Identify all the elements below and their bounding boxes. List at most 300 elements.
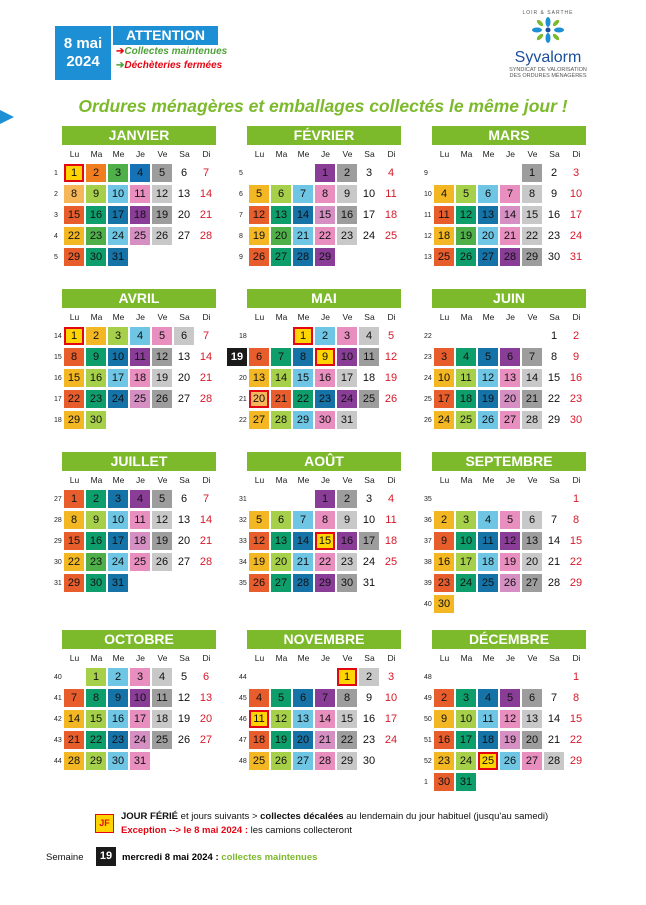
weekday-header: Je <box>321 312 330 322</box>
day-cell: 14 <box>271 369 291 387</box>
weekday-header: Sa <box>179 312 190 322</box>
week-number: 9 <box>424 170 428 177</box>
day-cell: 19 <box>456 227 476 245</box>
day-cell: 4 <box>359 327 379 345</box>
day-cell: 7 <box>500 185 520 203</box>
weekday-header: Di <box>202 149 211 159</box>
day-cell: 24 <box>569 230 583 242</box>
day-cell: 25 <box>130 390 150 408</box>
weekday-header: Me <box>112 312 125 322</box>
day-cell: 13 <box>522 710 542 728</box>
week-note <box>122 852 317 863</box>
day-cell: 3 <box>108 327 128 345</box>
day-cell: 17 <box>434 390 454 408</box>
day-cell: 19 <box>271 731 291 749</box>
day-cell: 26 <box>271 752 291 770</box>
day-cell: 9 <box>86 511 106 529</box>
weekday-header: Je <box>506 149 515 159</box>
day-cell: 12 <box>152 185 172 203</box>
weekday-header: Me <box>482 312 495 322</box>
weekday-header: Di <box>202 312 211 322</box>
weekday-header: Lu <box>439 149 450 159</box>
day-cell: 23 <box>569 393 583 405</box>
date-badge-year: 2024 <box>66 53 100 70</box>
day-cell: 22 <box>64 553 84 571</box>
week-number: 10 <box>424 191 432 198</box>
weekday-header: Sa <box>364 475 375 485</box>
day-cell: 2 <box>337 490 357 508</box>
weekday-header: Me <box>482 653 495 663</box>
day-cell: 29 <box>293 411 313 429</box>
day-cell: 26 <box>249 574 269 592</box>
day-cell: 13 <box>177 514 191 526</box>
day-cell: 23 <box>434 752 454 770</box>
month-title: MARS <box>432 126 586 145</box>
day-cell: 6 <box>478 185 498 203</box>
day-cell: 21 <box>199 535 213 547</box>
weekday-header: Lu <box>439 312 450 322</box>
day-cell: 9 <box>572 351 580 363</box>
weekday-header: Ma <box>460 149 473 159</box>
day-cell: 9 <box>550 188 558 200</box>
day-cell: 22 <box>337 731 357 749</box>
day-cell: 20 <box>271 227 291 245</box>
day-cell: 5 <box>152 490 172 508</box>
day-cell: 2 <box>86 164 106 182</box>
day-cell: 15 <box>337 710 357 728</box>
day-cell: 29 <box>547 414 561 426</box>
day-cell: 24 <box>108 553 128 571</box>
weekday-header: Ma <box>460 653 473 663</box>
day-cell: 7 <box>271 348 291 366</box>
day-cell: 29 <box>64 248 84 266</box>
day-cell: 9 <box>108 689 128 707</box>
weekday-header: Ma <box>90 312 103 322</box>
day-cell: 29 <box>315 574 335 592</box>
weekday-header: Je <box>506 312 515 322</box>
day-cell: 13 <box>177 351 191 363</box>
day-cell: 10 <box>362 514 376 526</box>
day-cell: 20 <box>500 390 520 408</box>
day-cell: 10 <box>569 188 583 200</box>
day-cell: 21 <box>271 390 291 408</box>
day-cell: 18 <box>456 390 476 408</box>
day-cell: 7 <box>315 689 335 707</box>
day-cell: 8 <box>572 692 580 704</box>
weekday-header: Ve <box>342 475 353 485</box>
day-cell: 13 <box>271 532 291 550</box>
day-cell: 13 <box>249 369 269 387</box>
day-cell: 12 <box>152 511 172 529</box>
week-number: 31 <box>239 496 247 503</box>
weekday-header: Lu <box>254 475 265 485</box>
day-cell: 16 <box>337 206 357 224</box>
day-cell: 6 <box>249 348 269 366</box>
day-cell: 12 <box>456 206 476 224</box>
weekday-header: Sa <box>549 312 560 322</box>
day-cell: 27 <box>271 574 291 592</box>
day-cell: 29 <box>86 752 106 770</box>
weekday-header: Di <box>387 653 396 663</box>
day-cell: 1 <box>293 327 313 345</box>
day-cell: 29 <box>337 752 357 770</box>
day-cell: 8 <box>315 511 335 529</box>
day-cell: 18 <box>362 372 376 384</box>
day-cell: 18 <box>478 731 498 749</box>
day-cell: 4 <box>152 668 172 686</box>
day-cell: 8 <box>64 185 84 203</box>
month-title: AOÛT <box>247 452 401 471</box>
day-cell: 23 <box>337 227 357 245</box>
day-cell: 15 <box>547 372 561 384</box>
day-cell: 28 <box>293 574 313 592</box>
day-cell: 11 <box>385 188 397 200</box>
day-cell: 14 <box>522 369 542 387</box>
legend-exception-text: les camions collecteront <box>247 825 353 836</box>
weekday-header: Me <box>112 475 125 485</box>
weekday-header: Ma <box>460 312 473 322</box>
day-cell: 25 <box>384 556 398 568</box>
day-cell: 15 <box>293 369 313 387</box>
day-cell: 22 <box>64 227 84 245</box>
week-number: 7 <box>239 212 243 219</box>
week-number: 48 <box>239 758 247 765</box>
day-cell: 24 <box>384 734 398 746</box>
day-cell: 26 <box>177 734 191 746</box>
day-cell: 27 <box>271 248 291 266</box>
week-number: 17 <box>54 396 62 403</box>
flower-logo-icon <box>531 16 565 44</box>
day-cell: 5 <box>478 348 498 366</box>
weekday-header: Ve <box>342 653 353 663</box>
day-cell: 4 <box>478 511 498 529</box>
day-cell: 8 <box>572 514 580 526</box>
weekday-header: Me <box>297 653 310 663</box>
day-cell: 20 <box>249 390 269 408</box>
day-cell: 4 <box>130 490 150 508</box>
month-title: SEPTEMBRE <box>432 452 586 471</box>
day-cell: 12 <box>478 369 498 387</box>
weekday-header: Ve <box>342 149 353 159</box>
day-cell: 27 <box>522 574 542 592</box>
day-cell: 18 <box>434 227 454 245</box>
month-title: JUIN <box>432 289 586 308</box>
month-title: OCTOBRE <box>62 630 216 649</box>
week-note-status: collectes maintenues <box>218 852 318 863</box>
day-cell: 3 <box>434 348 454 366</box>
day-cell: 25 <box>130 553 150 571</box>
day-cell: 15 <box>569 713 583 725</box>
day-cell: 10 <box>456 532 476 550</box>
weekday-header: Ve <box>342 312 353 322</box>
day-cell: 25 <box>359 390 379 408</box>
weekday-header: Lu <box>69 312 80 322</box>
day-cell: 28 <box>199 556 213 568</box>
day-cell: 21 <box>547 734 561 746</box>
day-cell: 15 <box>522 206 542 224</box>
date-badge <box>55 26 111 80</box>
weekday-header: Je <box>136 653 145 663</box>
day-cell: 12 <box>152 348 172 366</box>
day-cell: 10 <box>434 369 454 387</box>
week-number: 49 <box>424 695 432 702</box>
note-dechetteries <box>116 60 222 71</box>
day-cell: 4 <box>434 185 454 203</box>
weekday-header: Ma <box>460 475 473 485</box>
week-number: 44 <box>239 674 247 681</box>
week-number: 20 <box>239 375 247 382</box>
day-cell: 30 <box>86 248 106 266</box>
day-cell: 2 <box>359 668 379 686</box>
weekday-header: Je <box>136 149 145 159</box>
weekday-header: Je <box>136 475 145 485</box>
day-cell: 15 <box>86 710 106 728</box>
week-number: 2 <box>54 191 58 198</box>
day-cell: 5 <box>152 164 172 182</box>
arrow-right-icon: ➔ <box>116 46 125 57</box>
weekday-header: Sa <box>179 149 190 159</box>
day-cell: 24 <box>337 390 357 408</box>
weekday-header: Di <box>387 475 396 485</box>
day-cell: 26 <box>249 248 269 266</box>
day-cell: 10 <box>108 511 128 529</box>
day-cell: 10 <box>384 692 398 704</box>
day-cell: 28 <box>271 411 291 429</box>
day-cell: 12 <box>249 532 269 550</box>
day-cell: 1 <box>64 490 84 508</box>
day-cell: 11 <box>478 710 498 728</box>
weekday-header: Di <box>387 149 396 159</box>
day-cell: 9 <box>337 185 357 203</box>
day-cell: 1 <box>86 668 106 686</box>
day-cell: 26 <box>456 248 476 266</box>
weekday-header: Sa <box>549 653 560 663</box>
day-cell: 26 <box>152 227 172 245</box>
day-cell: 26 <box>478 411 498 429</box>
week-number: 41 <box>54 695 62 702</box>
day-cell: 17 <box>384 713 398 725</box>
day-cell: 29 <box>522 248 542 266</box>
day-cell: 27 <box>293 752 313 770</box>
day-cell: 17 <box>108 369 128 387</box>
day-cell: 29 <box>64 574 84 592</box>
week-number: 8 <box>239 233 243 240</box>
day-cell: 25 <box>130 227 150 245</box>
week-number: 32 <box>239 517 247 524</box>
legend-holiday-label: JOUR FÉRIÉ <box>121 811 179 822</box>
day-cell: 28 <box>500 248 520 266</box>
day-cell: 8 <box>522 185 542 203</box>
day-cell: 25 <box>384 230 398 242</box>
day-cell: 13 <box>177 188 191 200</box>
day-cell: 31 <box>456 773 476 791</box>
day-cell: 14 <box>199 351 213 363</box>
day-cell: 10 <box>130 689 150 707</box>
day-cell: 10 <box>108 348 128 366</box>
weekday-header: Ma <box>275 149 288 159</box>
day-cell: 21 <box>293 553 313 571</box>
week-number: 11 <box>424 212 432 219</box>
legend-delayed-label: collectes décalées <box>260 811 344 822</box>
week-number: 22 <box>239 417 247 424</box>
week-number: 21 <box>239 396 247 403</box>
day-cell: 13 <box>293 710 313 728</box>
week-number: 35 <box>424 496 432 503</box>
day-cell: 7 <box>293 185 313 203</box>
day-cell: 24 <box>434 411 454 429</box>
week-number: 1 <box>54 170 58 177</box>
day-cell: 6 <box>180 493 188 505</box>
day-cell: 17 <box>130 710 150 728</box>
week-number-badge: 19 <box>96 847 116 866</box>
day-cell: 30 <box>108 752 128 770</box>
day-cell: 5 <box>180 671 188 683</box>
day-cell: 25 <box>152 731 172 749</box>
day-cell: 20 <box>271 553 291 571</box>
weekday-header: Ve <box>157 475 168 485</box>
weekday-header: Di <box>572 149 581 159</box>
month-title: FÉVRIER <box>247 126 401 145</box>
weekday-header: Je <box>321 149 330 159</box>
day-cell: 22 <box>64 390 84 408</box>
day-cell: 7 <box>202 493 210 505</box>
day-cell: 14 <box>500 206 520 224</box>
week-number: 52 <box>424 758 432 765</box>
day-cell: 13 <box>500 369 520 387</box>
day-cell: 23 <box>547 230 561 242</box>
day-cell: 3 <box>130 668 150 686</box>
day-cell: 4 <box>387 493 395 505</box>
weekday-header: Sa <box>179 475 190 485</box>
week-number: 23 <box>424 354 432 361</box>
day-cell: 10 <box>456 710 476 728</box>
day-cell: 18 <box>249 731 269 749</box>
day-cell: 13 <box>271 206 291 224</box>
week-number: 25 <box>424 396 432 403</box>
weekday-header: Ve <box>157 149 168 159</box>
day-cell: 23 <box>86 227 106 245</box>
day-cell: 20 <box>199 713 213 725</box>
day-cell: 15 <box>569 535 583 547</box>
weekday-header: Je <box>506 653 515 663</box>
week-number: 40 <box>424 601 432 608</box>
week-number-highlight: 19 <box>227 348 247 366</box>
week-number: 38 <box>424 559 432 566</box>
day-cell: 8 <box>315 185 335 203</box>
month-title: AVRIL <box>62 289 216 308</box>
day-cell: 14 <box>293 206 313 224</box>
day-cell: 11 <box>456 369 476 387</box>
day-cell: 21 <box>522 390 542 408</box>
day-cell: 7 <box>64 689 84 707</box>
day-cell: 24 <box>130 731 150 749</box>
day-cell: 24 <box>456 574 476 592</box>
day-cell: 20 <box>293 731 313 749</box>
week-number: 31 <box>54 580 62 587</box>
day-cell: 21 <box>500 227 520 245</box>
day-cell: 7 <box>550 514 558 526</box>
day-cell: 26 <box>384 393 398 405</box>
weekday-header: Lu <box>254 312 265 322</box>
week-number: 28 <box>54 517 62 524</box>
week-number: 30 <box>54 559 62 566</box>
note-dechetteries-text: Déchèteries fermées <box>124 60 223 71</box>
weekday-header: Je <box>321 475 330 485</box>
day-cell: 27 <box>177 556 191 568</box>
day-cell: 8 <box>64 511 84 529</box>
day-cell: 13 <box>199 692 213 704</box>
day-cell: 27 <box>177 230 191 242</box>
day-cell: 1 <box>522 164 542 182</box>
day-cell: 22 <box>315 553 335 571</box>
weekday-header: Sa <box>549 149 560 159</box>
day-cell: 20 <box>177 209 191 221</box>
legend-rest-text: au lendemain du jour habituel (jusqu'au samedi) <box>343 811 549 822</box>
week-number: 18 <box>54 417 62 424</box>
week-number: 46 <box>239 716 247 723</box>
day-cell: 6 <box>271 511 291 529</box>
day-cell: 5 <box>249 185 269 203</box>
weekday-header: Ma <box>275 312 288 322</box>
weekday-header: Me <box>297 475 310 485</box>
weekday-header: Ve <box>527 475 538 485</box>
week-number: 37 <box>424 538 432 545</box>
day-cell: 11 <box>385 514 397 526</box>
day-cell: 26 <box>500 574 520 592</box>
day-cell: 11 <box>130 185 150 203</box>
day-cell: 6 <box>174 327 194 345</box>
day-cell: 5 <box>249 511 269 529</box>
month-title: MAI <box>247 289 401 308</box>
day-cell: 16 <box>434 731 454 749</box>
day-cell: 14 <box>547 713 561 725</box>
day-cell: 17 <box>337 369 357 387</box>
day-cell: 28 <box>293 248 313 266</box>
day-cell: 24 <box>362 230 376 242</box>
day-cell: 21 <box>199 372 213 384</box>
month-title: JUILLET <box>62 452 216 471</box>
day-cell: 23 <box>86 390 106 408</box>
day-cell: 1 <box>315 164 335 182</box>
day-cell: 17 <box>108 532 128 550</box>
day-cell: 24 <box>108 227 128 245</box>
day-cell: 31 <box>569 251 583 263</box>
day-cell: 16 <box>337 532 357 550</box>
week-number: 5 <box>239 170 243 177</box>
week-number: 35 <box>239 580 247 587</box>
day-cell: 15 <box>315 206 335 224</box>
day-cell: 21 <box>64 731 84 749</box>
day-cell: 23 <box>315 390 335 408</box>
day-cell: 23 <box>86 553 106 571</box>
legend-line-2 <box>121 825 352 836</box>
day-cell: 18 <box>130 206 150 224</box>
day-cell: 4 <box>387 167 395 179</box>
day-cell: 5 <box>500 511 520 529</box>
day-cell: 16 <box>315 369 335 387</box>
day-cell: 28 <box>544 752 564 770</box>
weekday-header: Sa <box>179 653 190 663</box>
day-cell: 9 <box>86 348 106 366</box>
day-cell: 5 <box>456 185 476 203</box>
week-number: 48 <box>424 674 432 681</box>
day-cell: 22 <box>522 227 542 245</box>
day-cell: 6 <box>522 511 542 529</box>
week-number: 40 <box>54 674 62 681</box>
day-cell: 4 <box>130 327 150 345</box>
weekday-header: Sa <box>549 475 560 485</box>
day-cell: 26 <box>152 390 172 408</box>
